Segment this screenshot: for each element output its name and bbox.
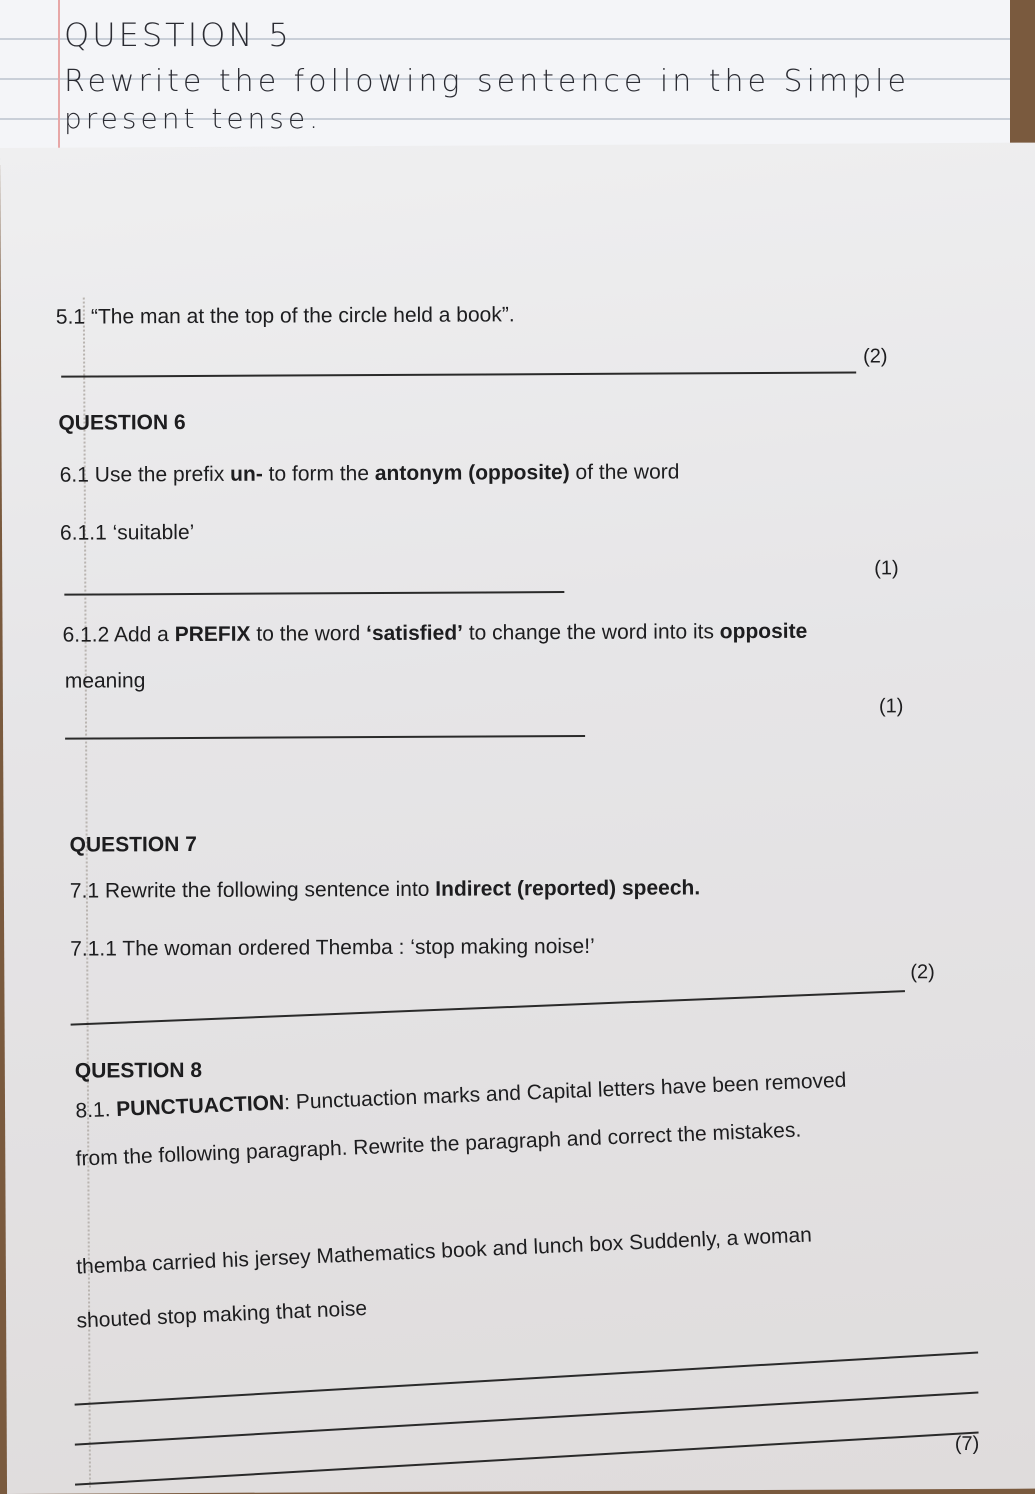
question-6-1-2-text: 6.1.2 Add a PREFIX to the word ‘satisfied’ to change the word into its opposite: [62, 619, 808, 647]
handwritten-instruction-line2: present tense.: [64, 102, 323, 135]
answer-line-8-1-c[interactable]: [75, 1432, 979, 1486]
answer-line-6-1-2[interactable]: [65, 735, 585, 740]
marks-8-1: (7): [954, 1432, 980, 1456]
marks-5-1: (2): [863, 345, 888, 368]
question-6-heading: QUESTION 6: [58, 411, 186, 435]
paragraph-line1: themba carried his jersey Mathematics book and lunch box Suddenly, a woman: [75, 1223, 813, 1279]
answer-line-8-1-b[interactable]: [75, 1392, 979, 1446]
marks-6-1-2: (1): [878, 695, 904, 718]
question-8-1-text-line1: 8.1. PUNCTUACTION: Punctuaction marks and Capital letters have been removed: [74, 1068, 847, 1123]
question-7-1-1-text: 7.1.1 The woman ordered Themba : ‘stop making noise!’: [70, 934, 595, 961]
handwritten-notepad: [0, 0, 1010, 165]
question-6-1-2-text-line2: meaning: [64, 669, 146, 693]
question-8-1-text-line2: from the following paragraph. Rewrite the paragraph and correct the mistakes.: [75, 1118, 802, 1171]
question-6-1-text: 6.1 Use the prefix un- to form the antonym (opposite) of the word: [59, 460, 680, 487]
question-8-heading: QUESTION 8: [74, 1058, 203, 1083]
question-6-1-1-text: 6.1.1 ‘suitable’: [59, 520, 195, 545]
answer-line-8-1-a[interactable]: [75, 1352, 979, 1406]
exam-sheet: [0, 143, 1035, 1494]
answer-line-5-1[interactable]: [61, 372, 856, 378]
margin-line: [58, 0, 60, 165]
marks-6-1-1: (1): [874, 557, 899, 580]
question-7-heading: QUESTION 7: [69, 832, 197, 857]
answer-line-6-1-1[interactable]: [64, 591, 564, 596]
handwritten-instruction-line1: Rewrite the following sentence in the Simple: [64, 64, 910, 99]
question-7-1-text: 7.1 Rewrite the following sentence into Indirect (reported) speech.: [69, 876, 701, 903]
answer-line-7-1-1[interactable]: [71, 990, 905, 1026]
handwritten-question-heading: QUESTION 5: [64, 16, 292, 54]
question-5-1-text: 5.1 “The man at the top of the circle held a book”.: [55, 303, 515, 329]
marks-7-1-1: (2): [910, 961, 935, 984]
paragraph-line2: shouted stop making that noise: [76, 1296, 368, 1333]
